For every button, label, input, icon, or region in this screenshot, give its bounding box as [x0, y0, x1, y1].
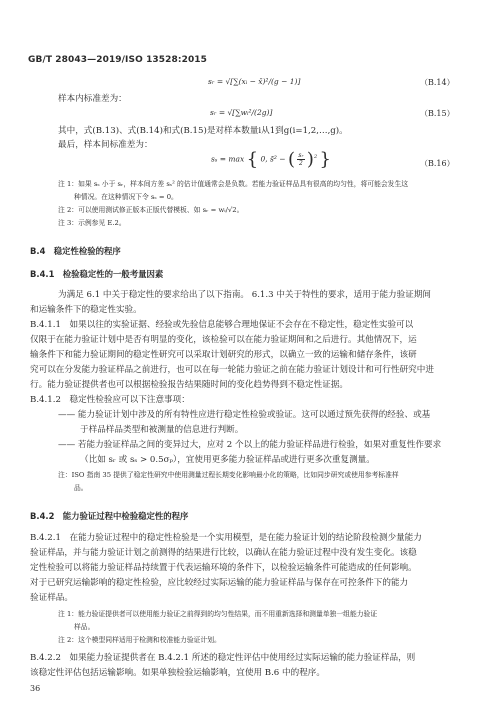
fraction-bottom: 2 [299, 160, 303, 167]
b412-line-1: B.4.1.2 稳定性检验应可以下注意事项： [30, 395, 190, 405]
b421-note-1-line-1: 注 1：能力验证提供者可以使用能力验证之前得到的均匀性结果，而不用重新选择和测量单独一组能力验证 [58, 610, 378, 618]
b422-line-1: B.4.2.2 如果能力验证提供者在 B.4.2.1 所述的稳定性评估中使用经过实际运输的能力验证样品，则 [30, 653, 416, 663]
equation-number-b16: （B.16） [420, 159, 455, 168]
b411-line-1: B.4.1.1 如果以往的实验证据、经验或先验信息能够合理地保证不会存在不稳定性，稳定性实验可以 [30, 320, 414, 330]
formula-b16-prefix: sₛ = max [211, 154, 245, 164]
formula-b16-fraction [297, 152, 304, 167]
fraction-top: sᵣ [298, 152, 304, 159]
page-number: 36 [30, 684, 41, 693]
b411-line-3: 输条件下和能力验证期间的稳定性研究可以采取计划研究的形式，以确立一致的运输和储存条件，该研 [30, 350, 417, 360]
b412-bullet-2-line-2: （比如 sᵣ 或 sₛ > 0.5σₚ），宜使用更多能力验证样品或进行更多次重复测量。 [80, 455, 375, 465]
b421-note-2: 注 2：这个模型同样适用于检测和校准能力验证计划。 [58, 636, 221, 644]
b421-line-1: B.4.2.1 在能力验证过程中的稳定性检验是一个实用模型，是在能力验证计划的结论阶段检测少量能力 [30, 533, 422, 543]
equation-number-b14: （B.14） [420, 78, 455, 87]
b41-intro-line-1: 为满足 6.1 中关于稳定性的要求给出了以下指南。 6.1.3 中关于特性的要求，适用于能力验证期间 [58, 290, 432, 300]
note-1-line-1: 注 1：如果 sₛ 小于 sᵣ，样本间方差 sₛ² 的估计值通常会是负数。若能力验证样品具有很高的均匀性，将可能会发生这 [58, 180, 409, 188]
b421-line-4: 对于已研究运输影响的稳定性检验，应比较经过实际运输的能力验证样品与保存在可控条件下的能力 [30, 578, 409, 588]
b41-intro-line-2: 和运输条件下的稳定性实验。 [30, 305, 142, 315]
b412-bullet-2-line-1: —— 若能力验证样品之间的变异过大，应对 2 个以上的能力验证样品进行检验，如果对重复性作要求 [58, 440, 442, 450]
b412-note-line-2: 品。 [74, 484, 88, 492]
section-heading-b41: B.4.1 检验稳定性的一般考量因素 [30, 269, 164, 279]
b411-line-2: 仅限于在能力验证计划中是否有明显的变化，该检验可以在能力验证期间和之后进行。其他情况下，运 [30, 335, 417, 345]
formula-b16-inner: 0, s̄² − [260, 154, 288, 164]
b412-note-line-1: 注：ISO 指南 35 提供了稳定性研究中使用测量过程长期变化影响最小化的策略，比如同步研究或使用参考标准样 [58, 471, 399, 479]
section-heading-b42: B.4.2 能力验证过程中检验稳定性的程序 [30, 511, 189, 521]
where-line: 其中，式(B.13)、式(B.14)和式(B.15)是对样本数量i从1到g(i=1,2,…,g)。 [58, 126, 348, 136]
note-1-line-2: 种情况。在这种情况下令 sₛ = 0。 [74, 193, 178, 201]
b421-line-5: 验证样品。 [30, 593, 73, 603]
formula-b16: sₛ = max { 0, s̄² − ( $\frac{\text{sᵣ}}{2}$ )$^2$ } [211, 149, 331, 170]
b421-line-3: 定性检验可以将能力验证样品持续置于代表运输环境的条件下，以检验运输条件可能造成的任何影响。 [30, 563, 417, 573]
b421-note-1-line-2: 样品。 [74, 623, 95, 631]
b411-line-5: 行。能力验证提供者也可以根据检验报告结果随时间的变化趋势得到不稳定性证据。 [30, 380, 348, 390]
section-heading-b4: B.4 稳定性检验的程序 [30, 246, 121, 256]
equation-number-b15: （B.15） [420, 109, 455, 118]
b412-bullet-1-line-2: 于样品样品类型和被测量的信息进行判断。 [80, 425, 244, 435]
b411-line-4: 究可以在分发能力验证样品之前进行，也可以在每一轮能力验证之前在能力验证计划设计和可行性研究中进 [30, 365, 434, 375]
document-header: GB/T 28043—2019/ISO 13528:2015 [28, 55, 208, 65]
note-3: 注 3：示例参见 E.2。 [58, 219, 126, 227]
formula-b14: sᵣ = √[∑(xᵢ − x̄)²/(g − 1)] [208, 77, 301, 86]
finally-line: 最后，样本间标准差为： [58, 140, 153, 150]
b421-line-2: 验证样品，并与能力验证计划之前测得的结果进行比较，以确认在能力验证过程中没有发生变化。该稳 [30, 548, 417, 558]
b422-line-2: 该稳定性评估包括运输影响。如果单独检验运输影响，宜使用 B.6 中的程序。 [30, 668, 325, 678]
formula-b15: sᵣ = √[∑wᵢ²/(2g)] [210, 108, 273, 117]
b412-bullet-1-line-1: —— 能力验证计划中涉及的所有特性应进行稳定性检验或验证。这可以通过预先获得的经验、或基 [58, 410, 431, 420]
sample-within-label: 样本内标准差为： [58, 94, 127, 104]
note-2: 注 2：可以使用测试修正版本正版代替模板、如 sᵣ = wᵢ/√2。 [58, 206, 244, 214]
